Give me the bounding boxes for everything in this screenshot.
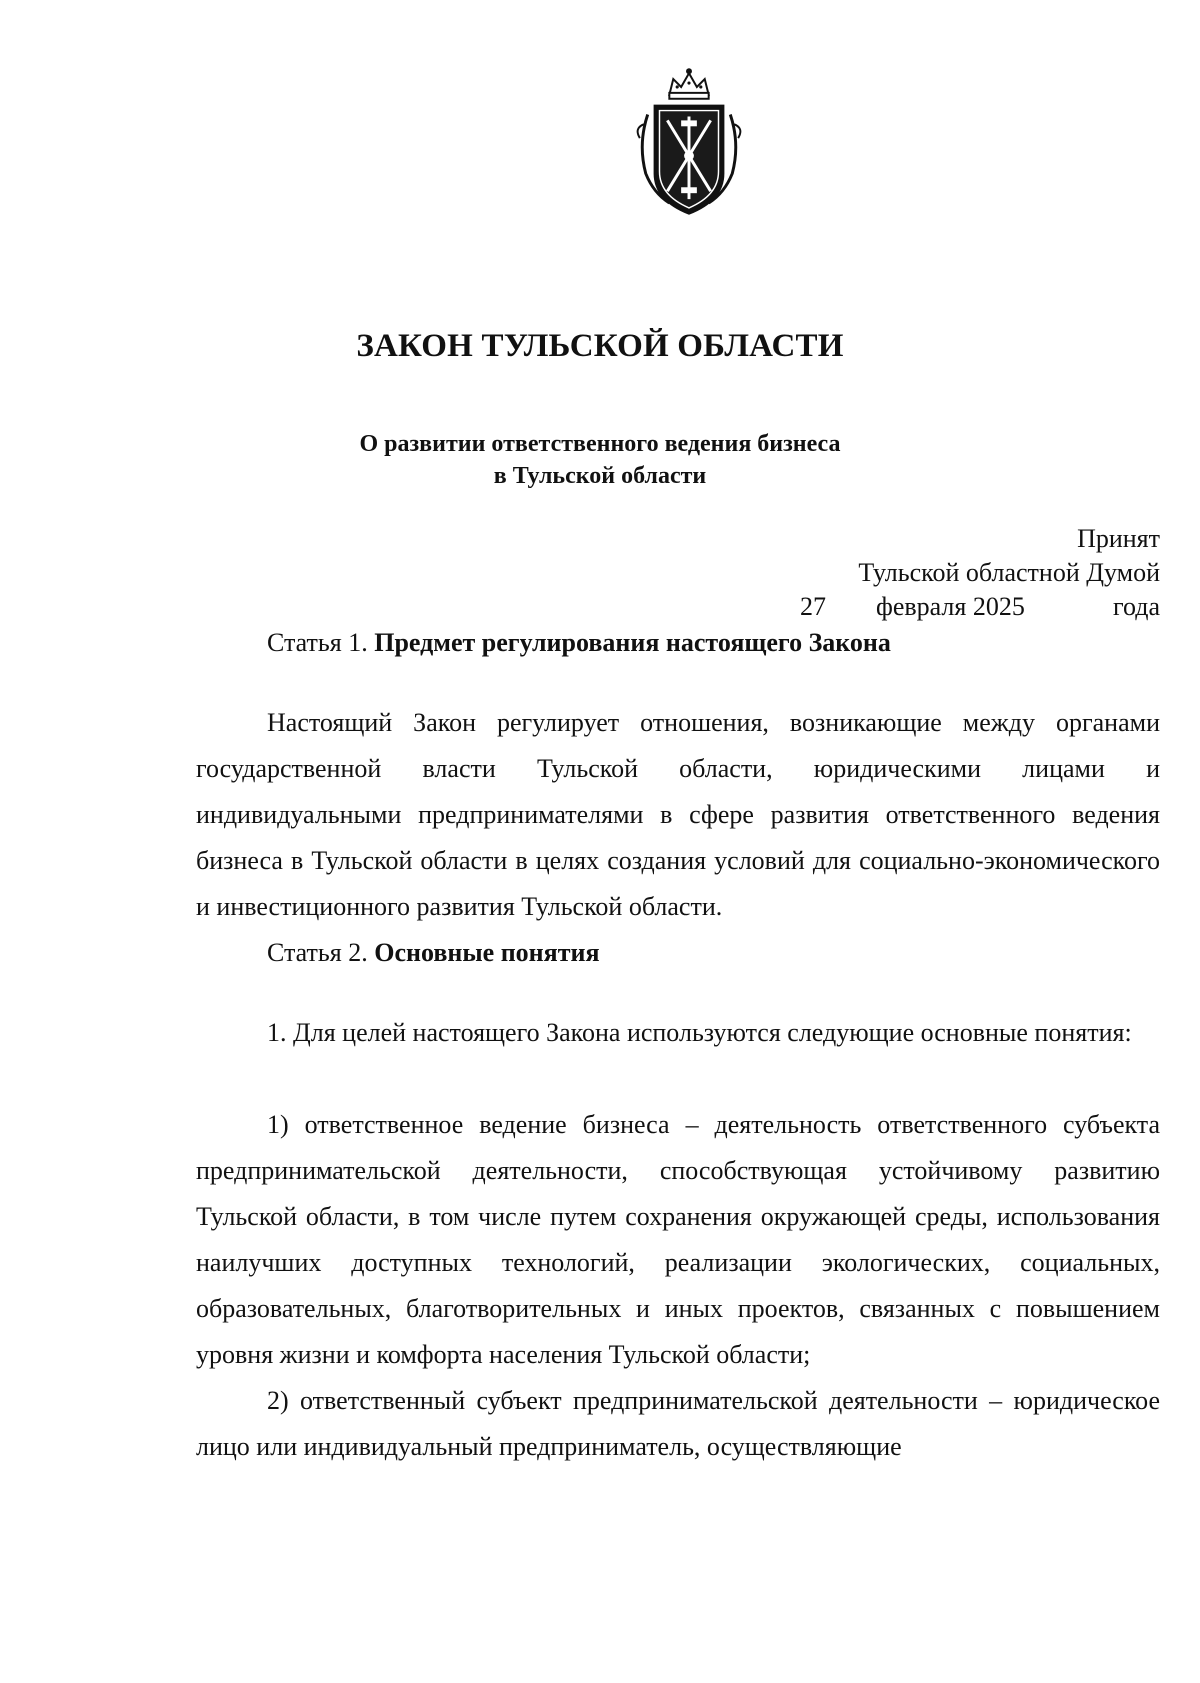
- adoption-month-year: февраля 2025: [876, 592, 1025, 621]
- adoption-suffix: года: [1112, 592, 1160, 621]
- adoption-date: [800, 590, 1160, 624]
- adoption-day: 27: [800, 592, 826, 621]
- adoption-line-1: Принят: [1077, 524, 1160, 553]
- coat-of-arms-icon: [630, 64, 748, 224]
- document-subtitle: [0, 428, 1200, 492]
- document-title: ЗАКОН ТУЛЬСКОЙ ОБЛАСТИ: [356, 328, 844, 364]
- article-1-number: Статья 1.: [267, 628, 368, 657]
- article-1-title: Предмет регулирования настоящего Закона: [374, 628, 891, 657]
- article-2-number: Статья 2.: [267, 938, 368, 967]
- article-1-heading: [267, 628, 891, 658]
- adoption-line-2: Тульской областной Думой: [858, 558, 1160, 587]
- article-1-paragraph-1: Настоящий Закон регулирует отношения, возникающие между органами государственной власти Тульской области, юридическими лицами и индивидуальными предпринимателями в сфере развития ответственного ведения бизнеса в Тульской области в целях создания условий для социально-экономического и инвестиционного развития Тульской области.: [196, 708, 1160, 921]
- article-2-paragraph-1: 1. Для целей настоящего Закона используются следующие основные понятия:: [267, 1018, 1132, 1047]
- adoption-block: [800, 522, 1160, 624]
- article-2-paragraph-2: 1) ответственное ведение бизнеса – деятельность ответственного субъекта предпринимательской деятельности, способствующая устойчивому развитию Тульской области, в том числе путем сохранения окружающей среды, использования наилучших доступных технологий, реализации экологических, социальных, образовательных, благотворительных и иных проектов, связанных с повышением уровня жизни и комфорта населения Тульской области;: [196, 1110, 1160, 1369]
- article-2-title: Основные понятия: [374, 938, 600, 967]
- subtitle-line-2: в Тульской области: [493, 463, 707, 489]
- article-2-paragraph-3: 2) ответственный субъект предпринимательской деятельности – юридическое лицо или индивидуальный предприниматель, осуществляющие: [196, 1386, 1160, 1461]
- article-2-heading: [267, 938, 600, 968]
- subtitle-line-1: О развитии ответственного ведения бизнеса: [359, 431, 841, 457]
